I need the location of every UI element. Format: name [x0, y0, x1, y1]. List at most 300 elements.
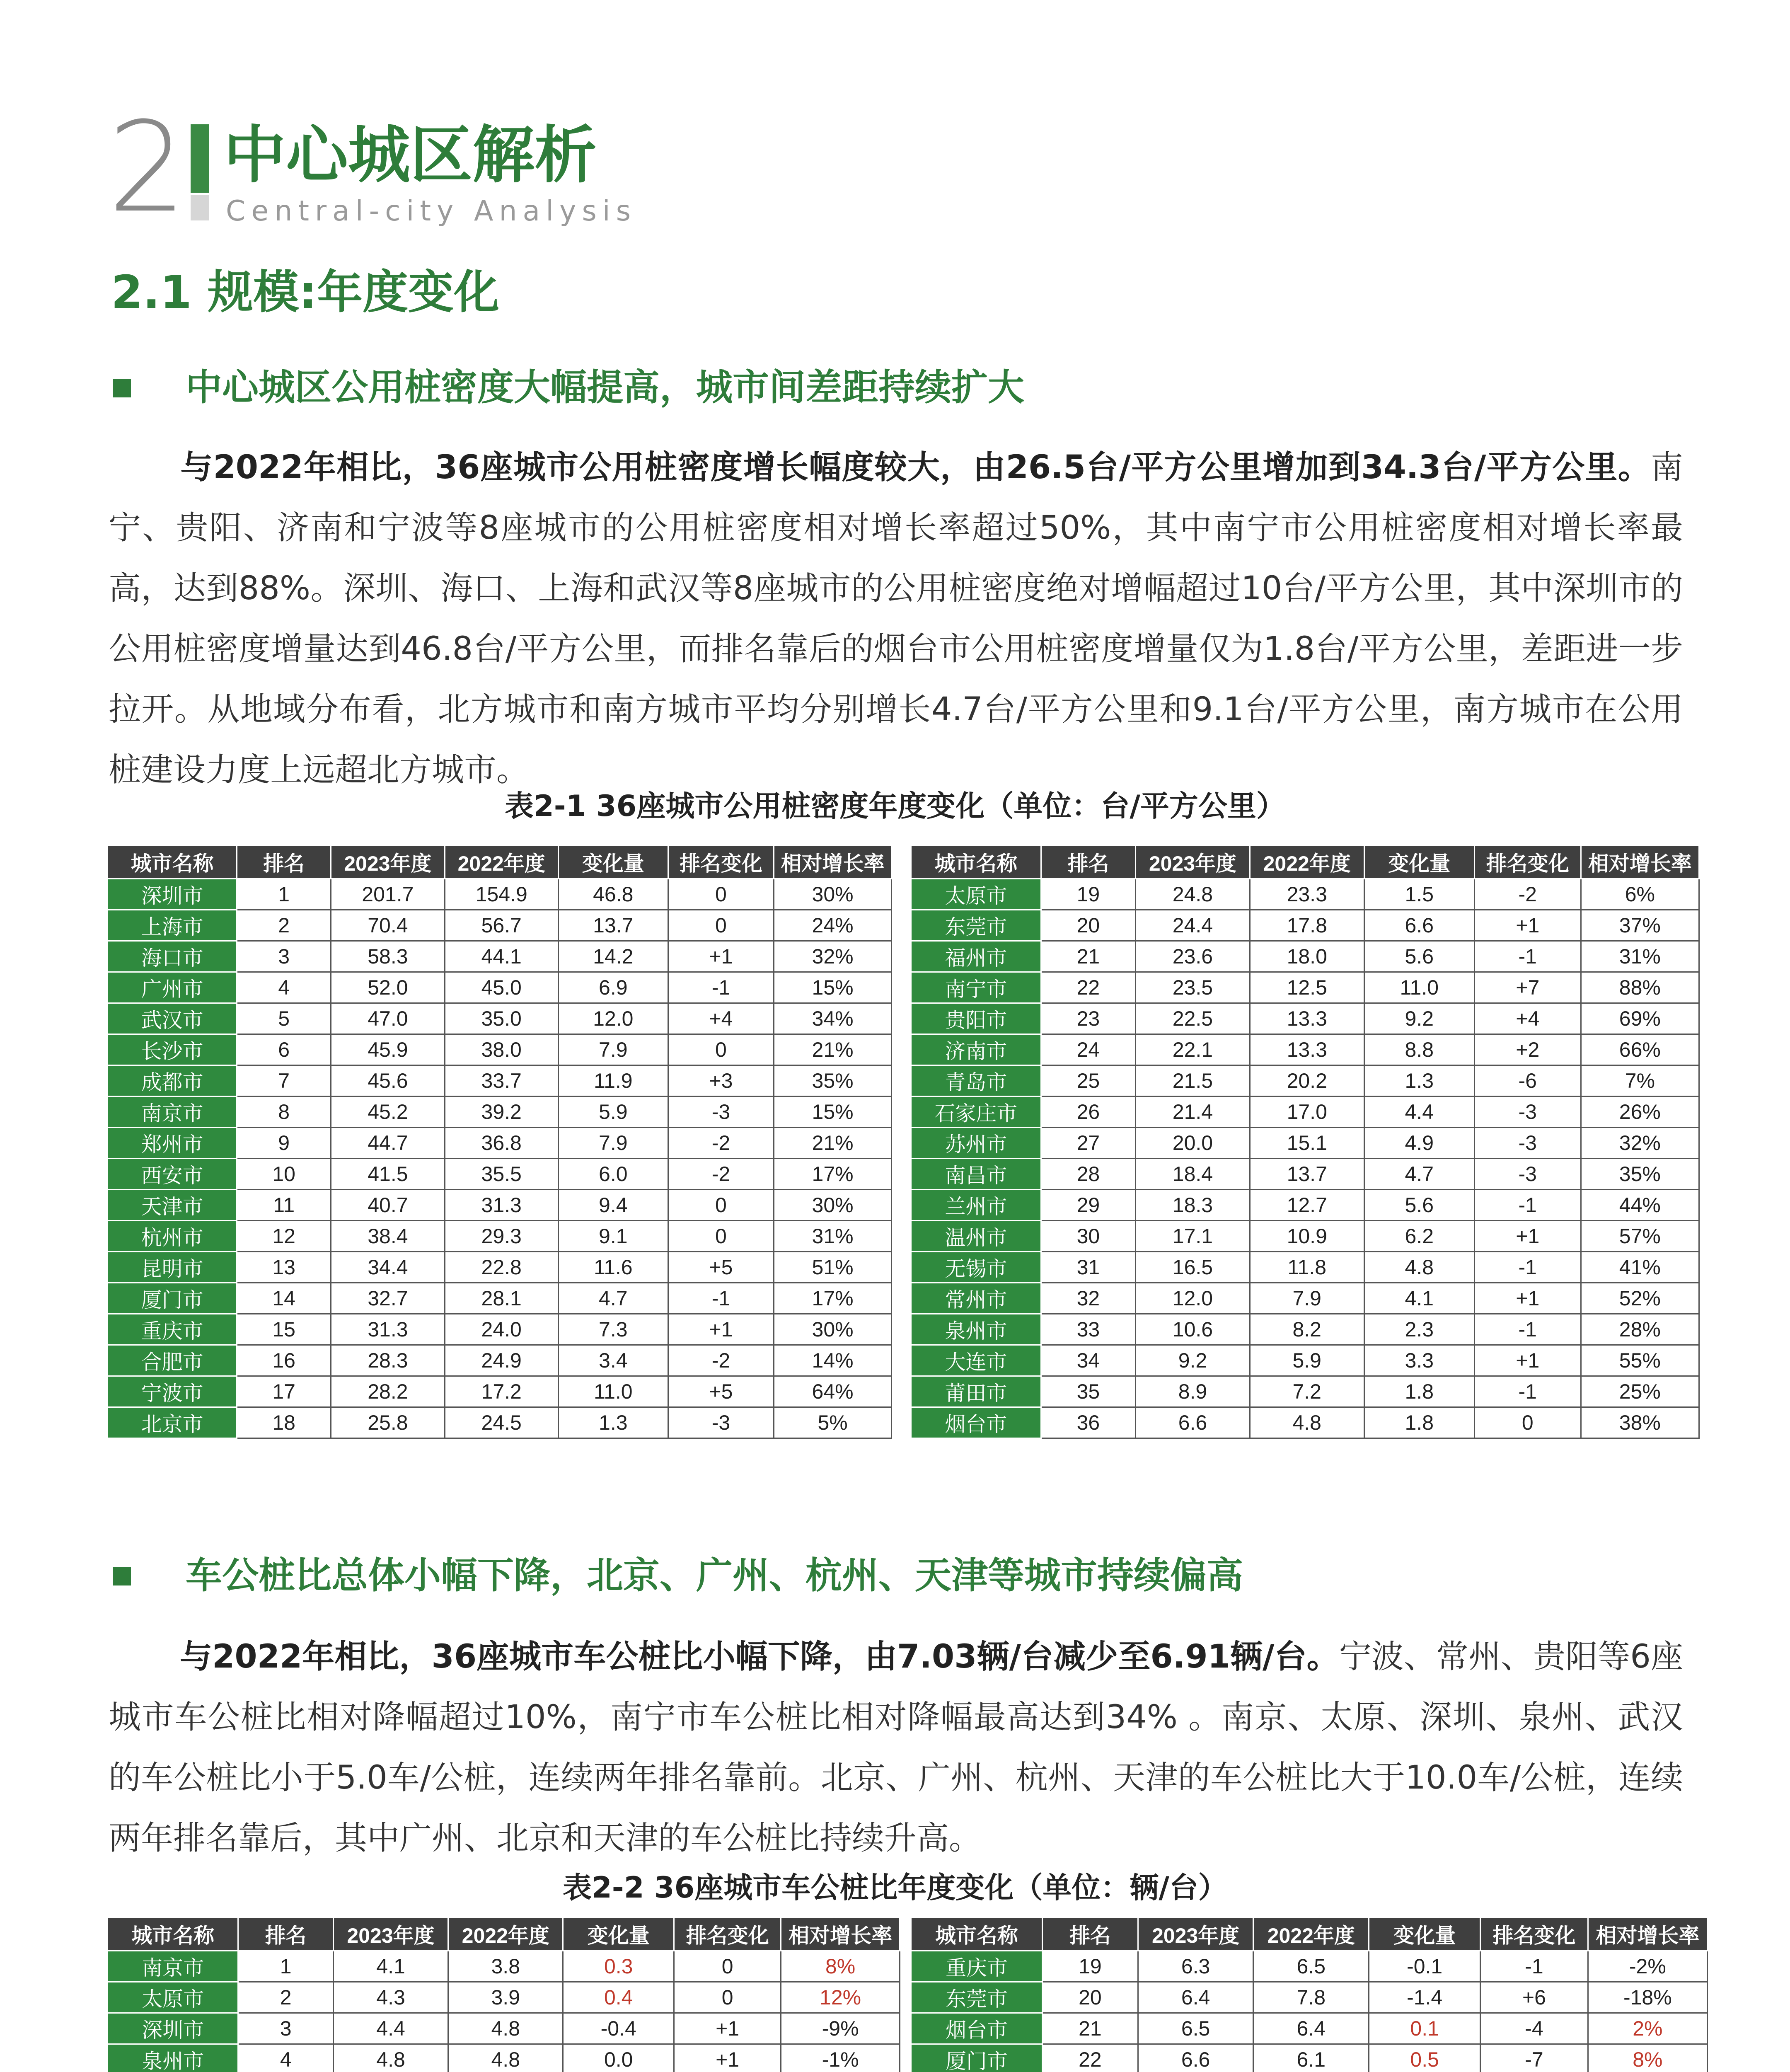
table-cell: 0.4: [563, 1982, 674, 2013]
table-cell: +4: [668, 1003, 774, 1034]
city-name-cell: 广州市: [108, 972, 237, 1003]
city-name-cell: 济南市: [911, 1034, 1041, 1065]
table-cell: 6.4: [1138, 1982, 1253, 2013]
table-cell: 4.7: [558, 1283, 668, 1314]
table-cell: 13: [237, 1252, 331, 1283]
table-row: [911, 1097, 1699, 1128]
table-cell: 52.0: [331, 972, 445, 1003]
table-cell: 18.4: [1136, 1159, 1250, 1190]
table-row: [108, 1376, 892, 1407]
table-row: [108, 1345, 892, 1376]
table-cell: 2: [237, 910, 331, 941]
city-name-cell: 泉州市: [911, 1314, 1041, 1345]
table-cell: 8%: [1588, 2044, 1707, 2072]
table-row: [911, 1221, 1699, 1252]
table-header-cell: 变化量: [1364, 845, 1474, 879]
table-cell: 1.5: [1364, 879, 1474, 910]
table-row: [911, 1252, 1699, 1283]
table-cell: 17.0: [1250, 1097, 1364, 1128]
city-name-cell: 厦门市: [108, 1283, 237, 1314]
city-name-cell: 武汉市: [108, 1003, 237, 1034]
table-cell: 7%: [1581, 1065, 1699, 1097]
table-cell: -0.4: [563, 2013, 674, 2044]
section-title: 2.1 规模:年度变化: [111, 266, 500, 319]
table-cell: 21.5: [1136, 1065, 1250, 1097]
table-header-row: [108, 1917, 900, 1951]
table-cell: -1: [668, 1283, 774, 1314]
table-header-cell: 相对增长率: [781, 1917, 900, 1951]
table-header-row: [108, 845, 892, 879]
city-name-cell: 莆田市: [911, 1376, 1041, 1407]
table-cell: 52%: [1581, 1283, 1699, 1314]
table-row: [911, 1065, 1699, 1097]
table-cell: -0.1: [1369, 1951, 1480, 1982]
table-cell: 3.8: [448, 1951, 563, 1982]
table-cell: 18.0: [1250, 941, 1364, 972]
table-cell: 0: [668, 879, 774, 910]
table-cell: 14%: [774, 1345, 892, 1376]
table-cell: 35: [1041, 1376, 1135, 1407]
table-cell: 40.7: [331, 1190, 445, 1221]
table1-right: [910, 845, 1700, 1439]
table-cell: 10.6: [1136, 1314, 1250, 1345]
table-cell: 21%: [774, 1128, 892, 1159]
table-cell: 0.3: [563, 1951, 674, 1982]
table-cell: 2%: [1588, 2013, 1707, 2044]
table-cell: 11.6: [558, 1252, 668, 1283]
table-cell: 20.0: [1136, 1128, 1250, 1159]
table-row: [108, 1252, 892, 1283]
table-cell: 5.6: [1364, 1190, 1474, 1221]
table-cell: 6.5: [1138, 2013, 1253, 2044]
table-header-cell: 排名: [1043, 1917, 1138, 1951]
table-cell: 13.7: [558, 910, 668, 941]
chapter-subtitle: Central-city Analysis: [226, 195, 637, 228]
table-cell: 6.5: [1253, 1951, 1369, 1982]
table-cell: 12%: [781, 1982, 900, 2013]
table-cell: -18%: [1588, 1982, 1707, 2013]
table-cell: 33: [1041, 1314, 1135, 1345]
table-cell: 23.3: [1250, 879, 1364, 910]
table-cell: 35.5: [445, 1159, 558, 1190]
table-row: [911, 941, 1699, 972]
table-cell: 34.4: [331, 1252, 445, 1283]
table-cell: 24.8: [1136, 879, 1250, 910]
table-cell: 1.8: [1364, 1407, 1474, 1438]
table-cell: 6.1: [1253, 2044, 1369, 2072]
table-cell: 70.4: [331, 910, 445, 941]
chapter-accent-bar-gray: [191, 195, 209, 220]
table-row: [108, 1128, 892, 1159]
city-name-cell: 温州市: [911, 1221, 1041, 1252]
city-name-cell: 青岛市: [911, 1065, 1041, 1097]
table-header-cell: 相对增长率: [1588, 1917, 1707, 1951]
table-cell: 41%: [1581, 1252, 1699, 1283]
city-name-cell: 北京市: [108, 1407, 237, 1438]
table-cell: 9.1: [558, 1221, 668, 1252]
table-cell: 0.5: [1369, 2044, 1480, 2072]
table-header-cell: 城市名称: [911, 845, 1041, 879]
table-cell: 24.9: [445, 1345, 558, 1376]
table-cell: 36: [1041, 1407, 1135, 1438]
table-row: [108, 2013, 900, 2044]
table-row: [108, 1283, 892, 1314]
table-header-cell: 排名变化: [1474, 845, 1581, 879]
table-row: [108, 1951, 900, 1982]
table2-left: [107, 1917, 900, 2072]
table-cell: 8.2: [1250, 1314, 1364, 1345]
table-cell: 3.9: [448, 1982, 563, 2013]
table-row: [108, 1190, 892, 1221]
table-cell: 11.9: [558, 1065, 668, 1097]
table-cell: 6: [237, 1034, 331, 1065]
table-row: [108, 1221, 892, 1252]
table-cell: 34%: [774, 1003, 892, 1034]
city-name-cell: 烟台市: [911, 1407, 1041, 1438]
chapter-accent-bar: [191, 124, 209, 193]
city-name-cell: 苏州市: [911, 1128, 1041, 1159]
table-cell: 69%: [1581, 1003, 1699, 1034]
table-cell: -1%: [781, 2044, 900, 2072]
table1-caption: 表2-1 36座城市公用桩密度年度变化（单位：台/平方公里）: [505, 789, 1285, 823]
table-cell: 29.3: [445, 1221, 558, 1252]
table-cell: 35%: [1581, 1159, 1699, 1190]
table-cell: 64%: [774, 1376, 892, 1407]
table-cell: 8: [237, 1097, 331, 1128]
table-cell: 15: [237, 1314, 331, 1345]
table-header-cell: 2022年度: [1253, 1917, 1369, 1951]
table-cell: 6.6: [1138, 2044, 1253, 2072]
table-header-cell: 排名: [237, 845, 331, 879]
table-row: [911, 1283, 1699, 1314]
table-row: [911, 1314, 1699, 1345]
table-row: [108, 1314, 892, 1345]
table-cell: 4.8: [448, 2013, 563, 2044]
city-name-cell: 石家庄市: [911, 1097, 1041, 1128]
city-name-cell: 西安市: [108, 1159, 237, 1190]
table-header-cell: 2022年度: [1250, 845, 1364, 879]
table-cell: 13.3: [1250, 1003, 1364, 1034]
table-cell: 45.0: [445, 972, 558, 1003]
table-row: [911, 1128, 1699, 1159]
table-row: [108, 1065, 892, 1097]
table-cell: 6%: [1581, 879, 1699, 910]
table-cell: 45.9: [331, 1034, 445, 1065]
table-row: [911, 2013, 1708, 2044]
table-cell: 9.2: [1136, 1345, 1250, 1376]
table-cell: 38.4: [331, 1221, 445, 1252]
table-cell: 19: [1041, 879, 1135, 910]
table-cell: 4.9: [1364, 1128, 1474, 1159]
table-cell: 9.4: [558, 1190, 668, 1221]
table-cell: 44.1: [445, 941, 558, 972]
table-cell: +6: [1480, 1982, 1588, 2013]
table-cell: 31: [1041, 1252, 1135, 1283]
table-row: [911, 1376, 1699, 1407]
table-cell: 4.8: [1364, 1252, 1474, 1283]
city-name-cell: 烟台市: [911, 2013, 1043, 2044]
table-row: [911, 972, 1699, 1003]
table-cell: 4.3: [333, 1982, 448, 2013]
table2-caption: 表2-2 36座城市车公桩比年度变化（单位：辆/台）: [563, 1871, 1227, 1905]
table-cell: 51%: [774, 1252, 892, 1283]
table-cell: -7: [1480, 2044, 1588, 2072]
table-cell: -1: [1474, 1190, 1581, 1221]
table-cell: 13.7: [1250, 1159, 1364, 1190]
table-cell: 18.3: [1136, 1190, 1250, 1221]
table-header-cell: 2022年度: [445, 845, 558, 879]
table-cell: 8.9: [1136, 1376, 1250, 1407]
table-cell: -1: [1474, 1252, 1581, 1283]
table-row: [108, 910, 892, 941]
table-cell: 6.4: [1253, 2013, 1369, 2044]
table-cell: 8.8: [1364, 1034, 1474, 1065]
table-cell: 7.2: [1250, 1376, 1364, 1407]
table-cell: 25%: [1581, 1376, 1699, 1407]
table-cell: +1: [1474, 1345, 1581, 1376]
table-cell: 0: [674, 1982, 781, 2013]
table-cell: 2.3: [1364, 1314, 1474, 1345]
table-row: [911, 1159, 1699, 1190]
table-cell: 30: [1041, 1221, 1135, 1252]
city-name-cell: 合肥市: [108, 1345, 237, 1376]
table-header-cell: 排名变化: [1480, 1917, 1588, 1951]
table-cell: 3.3: [1364, 1345, 1474, 1376]
table-row: [108, 2044, 900, 2072]
table-row: [108, 941, 892, 972]
table-cell: 3: [237, 941, 331, 972]
table-cell: 44%: [1581, 1190, 1699, 1221]
table-row: [108, 1982, 900, 2013]
table-row: [911, 1034, 1699, 1065]
table-cell: 12.7: [1250, 1190, 1364, 1221]
table-cell: 19: [1043, 1951, 1138, 1982]
table-cell: 31.3: [445, 1190, 558, 1221]
chapter-title: 中心城区解析: [224, 119, 597, 191]
table-cell: 26: [1041, 1097, 1135, 1128]
table-cell: 4.8: [1250, 1407, 1364, 1438]
table-cell: 16.5: [1136, 1252, 1250, 1283]
table-header-cell: 变化量: [558, 845, 668, 879]
table-cell: 7.9: [1250, 1283, 1364, 1314]
block2-paragraph-rest: 宁波、常州、贵阳等6座城市车公桩比相对降幅超过10%，南宁市车公桩比相对降幅最高达到34% 。南京、太原、深圳、泉州、武汉的车公桩比小于5.0车/公桩，连续两年排名靠前。北京、广州、杭州、天津的车公桩比大于10.0车/公桩，连续两年排名靠后，其中广州、北京和天津的车公桩比持续升高。: [109, 1638, 1683, 1857]
table-cell: 36.8: [445, 1128, 558, 1159]
table-row: [108, 1407, 892, 1438]
table-header-cell: 2023年度: [1136, 845, 1250, 879]
table-header-cell: 排名变化: [674, 1917, 781, 1951]
table-cell: 30%: [774, 1314, 892, 1345]
table-cell: 2: [238, 1982, 333, 2013]
table-cell: -1: [1474, 1376, 1581, 1407]
table-cell: 20: [1041, 910, 1135, 941]
block2-heading: 车公桩比总体小幅下降，北京、广州、杭州、天津等城市持续偏高: [186, 1554, 1243, 1597]
table-cell: 6.3: [1138, 1951, 1253, 1982]
table-cell: -1.4: [1369, 1982, 1480, 2013]
table-row: [911, 1407, 1699, 1438]
block2-paragraph: [109, 1627, 1683, 1869]
city-name-cell: 南京市: [108, 1097, 237, 1128]
table-cell: 21%: [774, 1034, 892, 1065]
table-row: [108, 972, 892, 1003]
table-cell: -3: [668, 1097, 774, 1128]
city-name-cell: 兰州市: [911, 1190, 1041, 1221]
city-name-cell: 成都市: [108, 1065, 237, 1097]
table-cell: 11: [237, 1190, 331, 1221]
city-name-cell: 厦门市: [911, 2044, 1043, 2072]
table-cell: 201.7: [331, 879, 445, 910]
table-cell: 154.9: [445, 879, 558, 910]
table-cell: 7: [237, 1065, 331, 1097]
table-cell: 22: [1043, 2044, 1138, 2072]
table-cell: 0.1: [1369, 2013, 1480, 2044]
table-cell: 32%: [1581, 1128, 1699, 1159]
table-cell: 22.8: [445, 1252, 558, 1283]
table-cell: -1: [668, 972, 774, 1003]
city-name-cell: 长沙市: [108, 1034, 237, 1065]
table-header-cell: 城市名称: [911, 1917, 1043, 1951]
table1-left: [107, 845, 892, 1439]
table-cell: 21: [1041, 941, 1135, 972]
table-cell: 24: [1041, 1034, 1135, 1065]
city-name-cell: 南昌市: [911, 1159, 1041, 1190]
table-header-cell: 2023年度: [1138, 1917, 1253, 1951]
table-cell: -3: [668, 1407, 774, 1438]
table-cell: 28%: [1581, 1314, 1699, 1345]
table-cell: 3.4: [558, 1345, 668, 1376]
table-header-cell: 排名: [238, 1917, 333, 1951]
table-row: [911, 1951, 1708, 1982]
city-name-cell: 无锡市: [911, 1252, 1041, 1283]
table-row: [911, 1003, 1699, 1034]
table-cell: 32.7: [331, 1283, 445, 1314]
table-cell: 17.1: [1136, 1221, 1250, 1252]
table-cell: 4.8: [333, 2044, 448, 2072]
table-cell: 26%: [1581, 1097, 1699, 1128]
city-name-cell: 泉州市: [108, 2044, 238, 2072]
table-cell: 7.9: [558, 1034, 668, 1065]
table-cell: 32%: [774, 941, 892, 972]
table-cell: 37%: [1581, 910, 1699, 941]
table-cell: 22.1: [1136, 1034, 1250, 1065]
table-cell: 4: [237, 972, 331, 1003]
chapter-number: 2: [108, 95, 183, 240]
table-cell: -1: [1474, 941, 1581, 972]
table-cell: +5: [668, 1376, 774, 1407]
table-header-cell: 城市名称: [108, 845, 237, 879]
table-cell: 5.9: [558, 1097, 668, 1128]
table-cell: 1: [237, 879, 331, 910]
table-header-row: [911, 845, 1699, 879]
block1-paragraph-rest: 南宁、贵阳、济南和宁波等8座城市的公用桩密度相对增长率超过50%，其中南宁市公用桩密度相对增长率最高，达到88%。深圳、海口、上海和武汉等8座城市的公用桩密度绝对增幅超过10台/平方公里，其中深圳市的公用桩密度增量达到46.8台/平方公里，而排名靠后的烟台市公用桩密度增量仅为1.8台/平方公里，差距进一步拉开。从地域分布看，北方城市和南方城市平均分别增长4.7台/平方公里和9.1台/平方公里，南方城市在公用桩建设力度上远超北方城市。: [109, 449, 1683, 789]
block2-paragraph-bold: 与2022年相比，36座城市车公桩比小幅下降，由7.03辆/台减少至6.91辆/台。: [180, 1638, 1339, 1675]
table-cell: +2: [1474, 1034, 1581, 1065]
table-cell: 5: [237, 1003, 331, 1034]
table-cell: +7: [1474, 972, 1581, 1003]
table-cell: 20: [1043, 1982, 1138, 2013]
table-cell: 28.2: [331, 1376, 445, 1407]
table-row: [108, 1003, 892, 1034]
table-cell: 3: [238, 2013, 333, 2044]
table-header-cell: 排名: [1041, 845, 1135, 879]
table-cell: 28: [1041, 1159, 1135, 1190]
table-cell: 5.9: [1250, 1345, 1364, 1376]
table-cell: 10: [237, 1159, 331, 1190]
table-cell: 17%: [774, 1283, 892, 1314]
table-cell: 4: [238, 2044, 333, 2072]
table-cell: 29: [1041, 1190, 1135, 1221]
table2-right: [910, 1917, 1708, 2072]
table-cell: 9: [237, 1128, 331, 1159]
city-name-cell: 东莞市: [911, 910, 1041, 941]
table-cell: +1: [668, 1314, 774, 1345]
table-cell: 0: [668, 1190, 774, 1221]
table-cell: 23: [1041, 1003, 1135, 1034]
city-name-cell: 大连市: [911, 1345, 1041, 1376]
table-cell: 12: [237, 1221, 331, 1252]
table-cell: 39.2: [445, 1097, 558, 1128]
table-cell: 31.3: [331, 1314, 445, 1345]
table-header-cell: 相对增长率: [1581, 845, 1699, 879]
table-cell: 0: [668, 1034, 774, 1065]
table-cell: 25: [1041, 1065, 1135, 1097]
table-cell: 4.1: [333, 1951, 448, 1982]
table-cell: 0: [1474, 1407, 1581, 1438]
table-cell: -6: [1474, 1065, 1581, 1097]
table-cell: 24.5: [445, 1407, 558, 1438]
table-cell: 4.8: [448, 2044, 563, 2072]
table-cell: 34: [1041, 1345, 1135, 1376]
block1-paragraph-bold: 与2022年相比，36座城市公用桩密度增长幅度较大，由26.5台/平方公里增加到34.3台/平方公里。: [180, 449, 1651, 486]
table-row: [911, 2044, 1708, 2072]
table-cell: 17.2: [445, 1376, 558, 1407]
table-cell: 31%: [1581, 941, 1699, 972]
table-row: [911, 1345, 1699, 1376]
table-cell: 21: [1043, 2013, 1138, 2044]
table-cell: -9%: [781, 2013, 900, 2044]
table-cell: 22: [1041, 972, 1135, 1003]
table-cell: 12.0: [1136, 1283, 1250, 1314]
table-cell: 25.8: [331, 1407, 445, 1438]
table-cell: 47.0: [331, 1003, 445, 1034]
table-cell: 7.3: [558, 1314, 668, 1345]
table-cell: 16: [237, 1345, 331, 1376]
city-name-cell: 郑州市: [108, 1128, 237, 1159]
table-cell: 20.2: [1250, 1065, 1364, 1097]
table-cell: 30%: [774, 879, 892, 910]
table-header-cell: 2023年度: [331, 845, 445, 879]
table-header-row: [911, 1917, 1708, 1951]
table-cell: +1: [668, 941, 774, 972]
city-name-cell: 宁波市: [108, 1376, 237, 1407]
table-cell: 11.8: [1250, 1252, 1364, 1283]
table-cell: +1: [674, 2013, 781, 2044]
table-cell: 32: [1041, 1283, 1135, 1314]
table-cell: +1: [1474, 1221, 1581, 1252]
table-cell: 6.0: [558, 1159, 668, 1190]
table-cell: 0: [668, 910, 774, 941]
table-cell: 35%: [774, 1065, 892, 1097]
table-cell: 23.5: [1136, 972, 1250, 1003]
table-cell: 58.3: [331, 941, 445, 972]
city-name-cell: 贵阳市: [911, 1003, 1041, 1034]
table-cell: 0.0: [563, 2044, 674, 2072]
table-cell: -2: [668, 1159, 774, 1190]
table-cell: 28.1: [445, 1283, 558, 1314]
table-cell: 15%: [774, 1097, 892, 1128]
table-cell: +3: [668, 1065, 774, 1097]
city-name-cell: 天津市: [108, 1190, 237, 1221]
table-cell: 7.8: [1253, 1982, 1369, 2013]
